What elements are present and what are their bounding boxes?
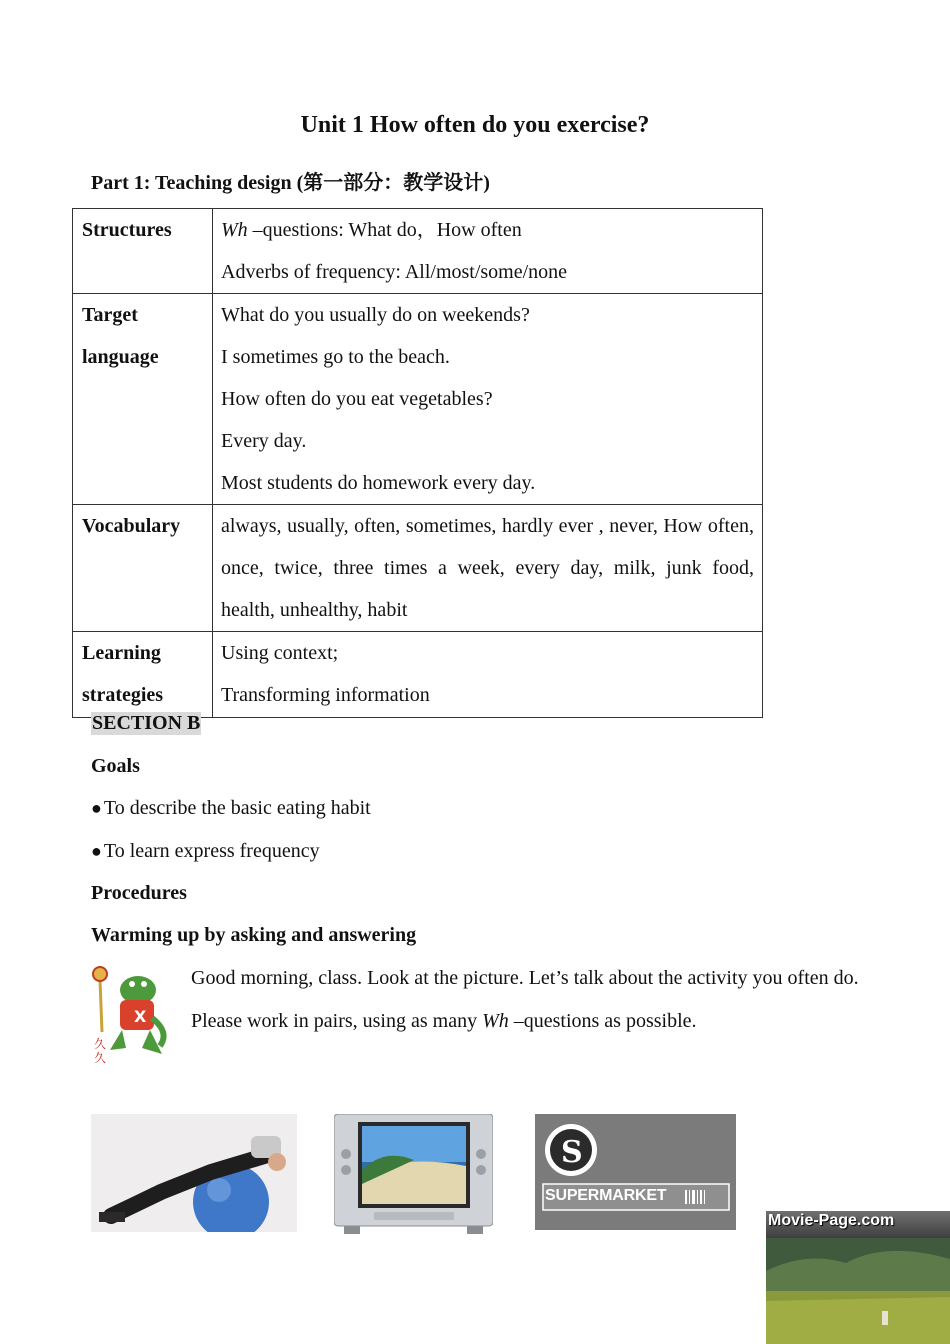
vocabulary-label: Vocabulary bbox=[73, 505, 213, 632]
supermarket-label: SUPERMARKET bbox=[545, 1187, 667, 1204]
target-line: Most students do homework every day. bbox=[221, 472, 536, 494]
structures-line-1 bbox=[221, 209, 754, 251]
target-label-line-1: Target bbox=[82, 304, 138, 326]
learning-strategies-label bbox=[73, 632, 213, 718]
exercise-ball-photo bbox=[91, 1114, 297, 1232]
svg-text:久: 久 bbox=[94, 1037, 107, 1051]
structures-line-1-text: –questions: What do，How often bbox=[247, 219, 522, 241]
teaching-design-table bbox=[72, 208, 763, 718]
structures-cell bbox=[213, 209, 763, 294]
goal-item bbox=[91, 840, 320, 863]
table-row bbox=[73, 632, 763, 718]
supermarket-logo-image bbox=[535, 1114, 736, 1230]
goal-text: To learn express frequency bbox=[103, 840, 320, 862]
table-row bbox=[73, 294, 763, 505]
part-heading: Part 1: Teaching design (第一部分：教学设计) bbox=[91, 172, 490, 194]
strategies-label-line-1: Learning bbox=[82, 642, 161, 664]
section-b-heading: SECTION B bbox=[92, 712, 201, 734]
bullet-icon: ● bbox=[91, 841, 102, 861]
strategy-line: Using context; bbox=[221, 642, 339, 664]
target-line: How often do you eat vegetables? bbox=[221, 388, 493, 410]
vocabulary-cell: always, usually, often, sometimes, hardly ever , never, How often, once, twice, three times a week, every day, milk, junk food, health, unhealthy, habit bbox=[213, 505, 763, 632]
svg-text:X: X bbox=[134, 1007, 147, 1026]
teacher-talk-paragraph bbox=[191, 957, 871, 1043]
strategies-label-line-2: strategies bbox=[82, 684, 164, 706]
tv-beach-photo bbox=[334, 1114, 493, 1234]
target-label-line-2: language bbox=[82, 346, 159, 368]
document-title: Unit 1 How often do you exercise? bbox=[300, 112, 650, 138]
warmup-heading: Warming up by asking and answering bbox=[91, 924, 417, 946]
movie-watermark: Movie-Page.com bbox=[768, 1212, 895, 1229]
svg-text:久: 久 bbox=[94, 1051, 107, 1065]
teacher-talk-text-end: –questions as possible. bbox=[508, 1010, 697, 1032]
bullet-icon: ● bbox=[91, 798, 102, 818]
structures-line-2: Adverbs of frequency: All/most/some/none bbox=[221, 261, 568, 283]
target-line: Every day. bbox=[221, 430, 307, 452]
target-language-label bbox=[73, 294, 213, 505]
svg-text:S: S bbox=[561, 1135, 583, 1170]
goal-text: To describe the basic eating habit bbox=[103, 797, 371, 819]
target-line: What do you usually do on weekends? bbox=[221, 304, 530, 326]
learning-strategies-cell bbox=[213, 632, 763, 718]
structures-label: Structures bbox=[73, 209, 213, 294]
procedures-heading: Procedures bbox=[91, 882, 187, 904]
wh-italic: Wh bbox=[221, 219, 248, 241]
cartoon-crocodile-image bbox=[90, 962, 172, 1066]
movie-landscape-photo bbox=[766, 1211, 950, 1344]
table-row bbox=[73, 505, 763, 632]
teacher-talk-text: Good morning, class. Look at the picture. Let’s talk about the activity you often do. Please work in pairs, using as many bbox=[191, 967, 859, 1032]
target-line: I sometimes go to the beach. bbox=[221, 346, 450, 368]
goal-item bbox=[91, 797, 371, 820]
target-language-cell bbox=[213, 294, 763, 505]
table-row bbox=[73, 209, 763, 294]
wh-italic: Wh bbox=[482, 1010, 509, 1032]
goals-heading: Goals bbox=[91, 755, 140, 777]
strategy-line: Transforming information bbox=[221, 684, 430, 706]
